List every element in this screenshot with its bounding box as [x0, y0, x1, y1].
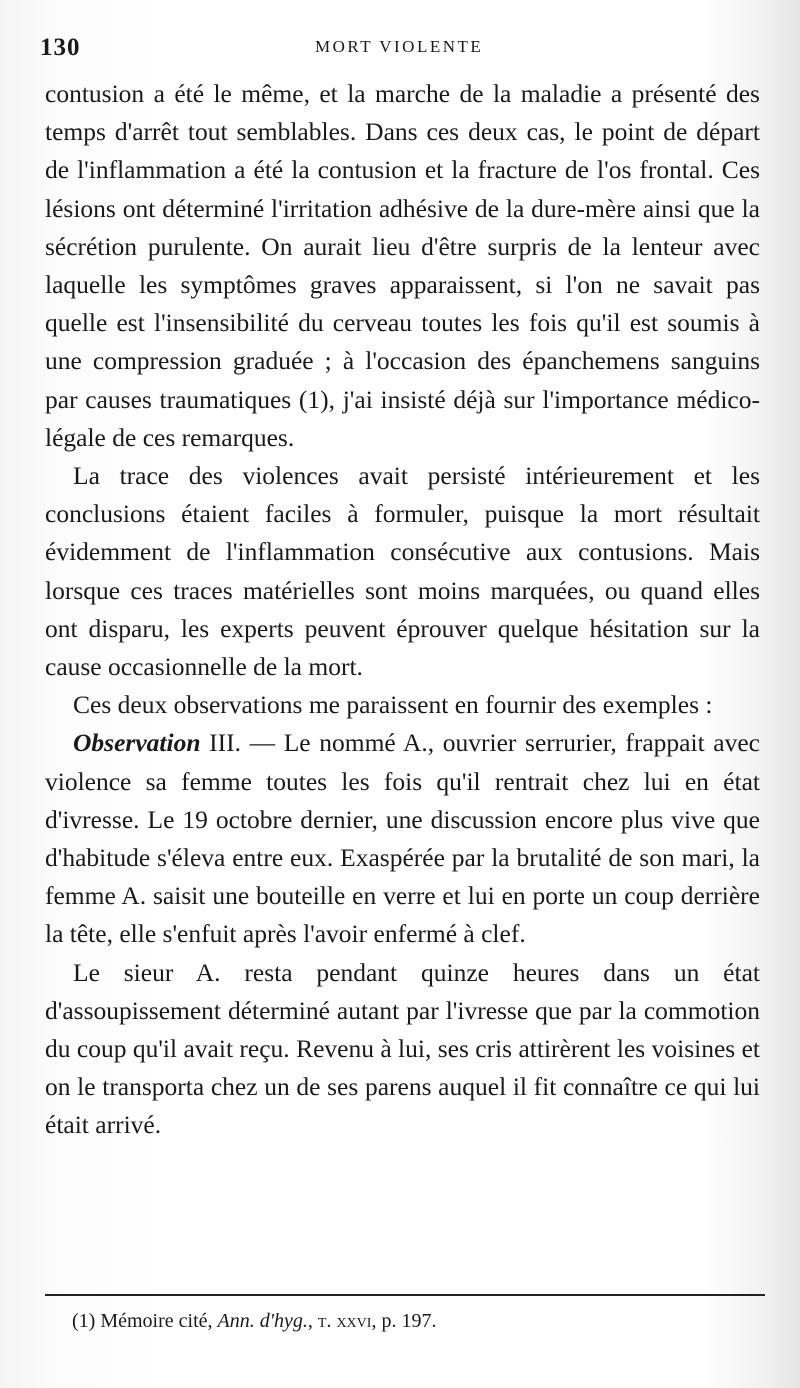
- footnote-divider: [45, 1294, 765, 1296]
- running-head: [40, 34, 750, 64]
- footnote-text: Mémoire cité,: [100, 1310, 213, 1332]
- footnote-journal: Ann. d'hyg.: [217, 1310, 308, 1332]
- footnote-page: , p. 197.: [371, 1310, 437, 1332]
- paragraph-observation-iii: [45, 724, 760, 953]
- observation-label: Observation: [73, 728, 201, 758]
- body-text: [45, 75, 760, 1145]
- footnote-volume: , t. xxvi: [307, 1310, 372, 1332]
- paragraph-sieur-a: Le sieur A. resta pendant quinze heures dans un état d'assoupissement déterminé autant par l'ivresse que par la commotion du coup qu'il avait reçu. Revenu à lui, ses cris attirèrent les voisines et on le transporta chez un de ses parens auquel il fit connaître ce qui lui était arrivé.: [45, 957, 760, 1140]
- paragraph-observations-intro: Ces deux observations me paraissent en fournir des exemples :: [73, 690, 713, 720]
- footnote: [72, 1309, 436, 1333]
- paragraph-continuation: contusion a été le même, et la marche de la maladie a présenté des temps d'arrêt tout semblables. Dans ces deux cas, le point de départ de l'inflammation a été la contusion et la fracture de l'os frontal. Ces lésions ont déterminé l'irritation adhésive de la dure-mère ainsi que la sécrétion purulente. On aurait lieu d'être surpris de la lenteur avec laquelle les symptômes graves apparaissent, si l'on ne savait pas quelle est l'insensibilité du cerveau toutes les fois qu'il est soumis à une compression graduée ; à l'occasion des épanchemens sanguins par causes traumatiques (1), j'ai insisté déjà sur l'importance médico-légale de ces remarques.: [45, 79, 760, 452]
- page-number: 130: [40, 34, 81, 61]
- observation-text: III. — Le nommé A., ouvrier serrurier, frappait avec violence sa femme toutes les fois qu'il rentrait chez lui en état d'ivresse. Le 19 octobre dernier, une discussion encore plus vive que d'habitude s'éleva entre eux. Exaspérée par la brutalité de son mari, la femme A. saisit une bouteille en verre et lui en porte un coup derrière la tête, elle s'enfuit après l'avoir enfermé à clef.: [45, 728, 760, 949]
- running-title: MORT VIOLENTE: [315, 37, 484, 56]
- paragraph-violences: La trace des violences avait persisté intérieurement et les conclusions étaient faciles à formuler, puisque la mort résultait évidemment de l'inflammation consécutive aux contusions. Mais lorsque ces traces matérielles sont moins marquées, ou quand elles ont disparu, les experts peuvent éprouver quelque hésitation sur la cause occasionnelle de la mort.: [45, 461, 760, 682]
- footnote-marker: (1): [72, 1310, 96, 1332]
